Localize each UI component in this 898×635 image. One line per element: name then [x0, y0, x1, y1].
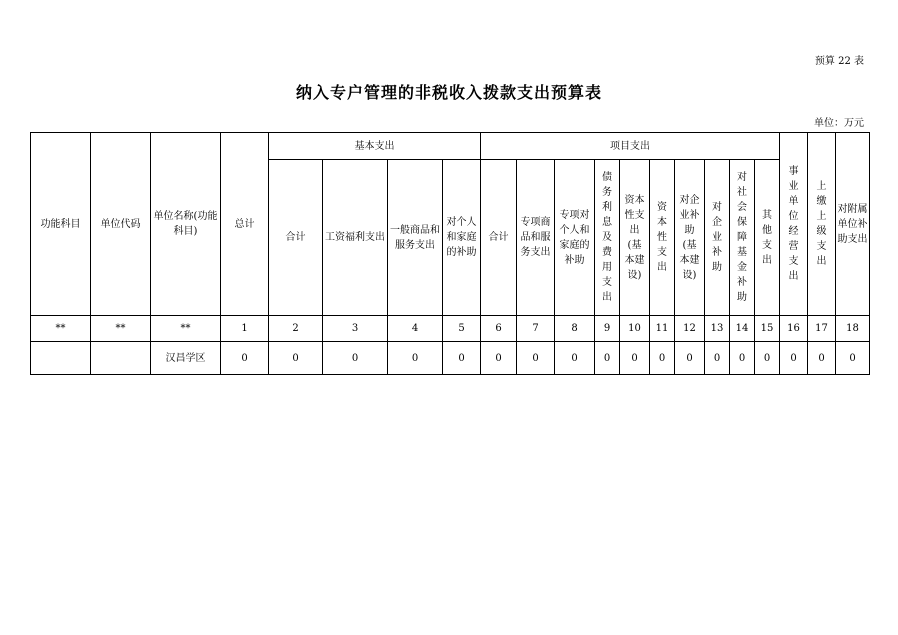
code-cell: 12	[675, 316, 705, 342]
header-proj-social-text: 对社会保障基金补助	[737, 172, 747, 303]
code-cell: **	[91, 316, 151, 342]
header-proj-debt-text: 债务利息及费用支出	[602, 172, 612, 303]
code-cell: 5	[443, 316, 481, 342]
header-basic-personal: 对个人和家庭的补助	[443, 160, 481, 316]
data-cell: 0	[755, 342, 780, 375]
data-cell: 0	[836, 342, 870, 375]
data-cell: 0	[650, 342, 675, 375]
code-cell: 9	[595, 316, 620, 342]
header-biz-unit	[780, 133, 808, 316]
header-proj-other	[755, 160, 780, 316]
header-basic-wage: 工资福利支出	[323, 160, 388, 316]
data-cell: 汉昌学区	[151, 342, 221, 375]
data-cell: 0	[730, 342, 755, 375]
code-cell: 18	[836, 316, 870, 342]
data-cell	[31, 342, 91, 375]
data-cell: 0	[780, 342, 808, 375]
data-row	[31, 342, 870, 375]
data-cell: 0	[675, 342, 705, 375]
code-cell: 15	[755, 316, 780, 342]
header-total: 总计	[221, 133, 269, 316]
code-row	[31, 316, 870, 342]
header-proj-sum: 合计	[481, 160, 517, 316]
data-cell: 0	[620, 342, 650, 375]
code-cell: 6	[481, 316, 517, 342]
header-upper-pay	[808, 133, 836, 316]
data-cell	[91, 342, 151, 375]
data-cell: 0	[808, 342, 836, 375]
header-proj-ent-build-text: 对企业补助(基本建设)	[679, 194, 700, 281]
header-unit-code: 单位代码	[91, 133, 151, 316]
data-cell: 0	[595, 342, 620, 375]
header-biz-unit-text: 事业单位经营支出	[788, 166, 799, 282]
header-proj-other-text: 其他支出	[762, 209, 773, 266]
data-cell: 0	[555, 342, 595, 375]
header-basic-sum: 合计	[269, 160, 323, 316]
code-cell: 17	[808, 316, 836, 342]
code-cell: 10	[620, 316, 650, 342]
form-number: 预算 22 表	[814, 56, 864, 67]
data-cell: 0	[269, 342, 323, 375]
header-proj-capital-build	[620, 160, 650, 316]
header-proj-social	[730, 160, 755, 316]
data-cell: 0	[388, 342, 443, 375]
header-proj-capital-text: 资本性支出	[657, 202, 667, 273]
header-proj-ent-text: 对企业补助	[712, 202, 722, 273]
budget-table	[30, 132, 870, 375]
data-cell: 0	[517, 342, 555, 375]
code-cell: 8	[555, 316, 595, 342]
header-proj-ent	[705, 160, 730, 316]
header-project-group: 项目支出	[481, 133, 780, 160]
header-proj-goods: 专项商品和服务支出	[517, 160, 555, 316]
code-cell: 7	[517, 316, 555, 342]
data-cell: 0	[443, 342, 481, 375]
data-cell: 0	[221, 342, 269, 375]
header-upper-pay-text: 上缴上级支出	[816, 181, 827, 267]
code-cell: 4	[388, 316, 443, 342]
header-proj-personal: 专项对个人和家庭的补助	[555, 160, 595, 316]
header-subsidy: 对附属单位补助支出	[836, 133, 870, 316]
header-proj-ent-build	[675, 160, 705, 316]
data-cell: 0	[481, 342, 517, 375]
header-basic-goods: 一般商品和服务支出	[388, 160, 443, 316]
header-unit-name: 单位名称(功能科目)	[151, 133, 221, 316]
code-cell: **	[151, 316, 221, 342]
data-cell: 0	[323, 342, 388, 375]
header-proj-capital-build-text: 资本性支出(基本建设)	[624, 194, 645, 281]
code-cell: 2	[269, 316, 323, 342]
header-proj-capital	[650, 160, 675, 316]
header-func-subject: 功能科目	[31, 133, 91, 316]
header-proj-debt	[595, 160, 620, 316]
code-cell: 14	[730, 316, 755, 342]
code-cell: 13	[705, 316, 730, 342]
code-cell: **	[31, 316, 91, 342]
page-title: 纳入专户管理的非税收入拨款支出预算表	[295, 83, 602, 102]
code-cell: 1	[221, 316, 269, 342]
data-cell: 0	[705, 342, 730, 375]
code-cell: 3	[323, 316, 388, 342]
code-cell: 16	[780, 316, 808, 342]
header-basic-group: 基本支出	[269, 133, 481, 160]
code-cell: 11	[650, 316, 675, 342]
unit-label: 单位：万元	[814, 118, 864, 129]
